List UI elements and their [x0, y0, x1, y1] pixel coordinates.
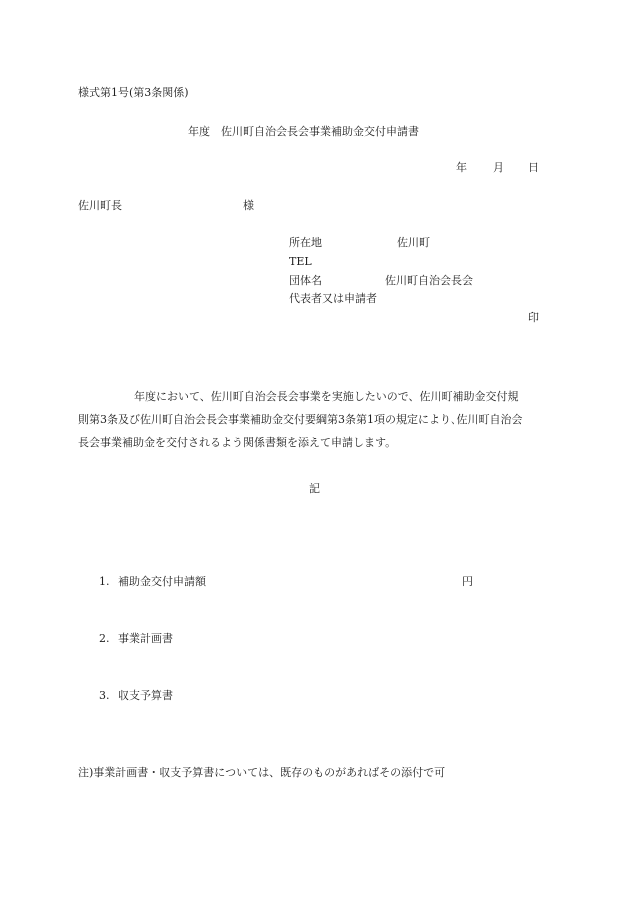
item-number: 3. — [99, 689, 110, 702]
body-line: 年度において、佐川町自治会長会事業を実施したいので、佐川町補助金交付規 — [134, 390, 519, 403]
org-label: 団体名 — [289, 274, 322, 287]
address-value: 佐川町 — [397, 236, 430, 249]
date-month: 月 — [493, 161, 504, 174]
seal-mark: 印 — [528, 311, 539, 324]
item-number: 2. — [99, 632, 110, 645]
org-value: 佐川町自治会長会 — [385, 274, 473, 287]
addressee-honorific: 様 — [243, 199, 254, 212]
item-number: 1. — [99, 575, 110, 588]
document-title: 年度 佐川町自治会長会事業補助金交付申請書 — [188, 125, 419, 138]
date-year: 年 — [456, 161, 467, 174]
representative-label: 代表者又は申請者 — [289, 292, 377, 305]
ki-heading: 記 — [309, 482, 320, 495]
item-label: 事業計画書 — [118, 632, 173, 645]
address-label: 所在地 — [289, 236, 322, 249]
item-label: 収支予算書 — [118, 689, 173, 702]
tel-label: TEL — [289, 255, 312, 268]
addressee-name: 佐川町長 — [78, 199, 122, 212]
body-line: 長会事業補助金を交付されるよう関係書類を添えて申請します。 — [78, 436, 397, 449]
item-label: 補助金交付申請額 — [118, 575, 206, 588]
date-day: 日 — [528, 161, 539, 174]
body-line: 則第3条及び佐川町自治会長会事業補助金交付要綱第3条第1項の規定により､佐川町自治会 — [78, 413, 523, 426]
body-paragraph — [78, 385, 560, 454]
footnote: 注)事業計画書・収支予算書については、既存のものがあればその添付で可 — [78, 766, 446, 779]
form-number: 様式第1号(第3条関係) — [78, 86, 189, 99]
item-unit: 円 — [462, 575, 473, 588]
